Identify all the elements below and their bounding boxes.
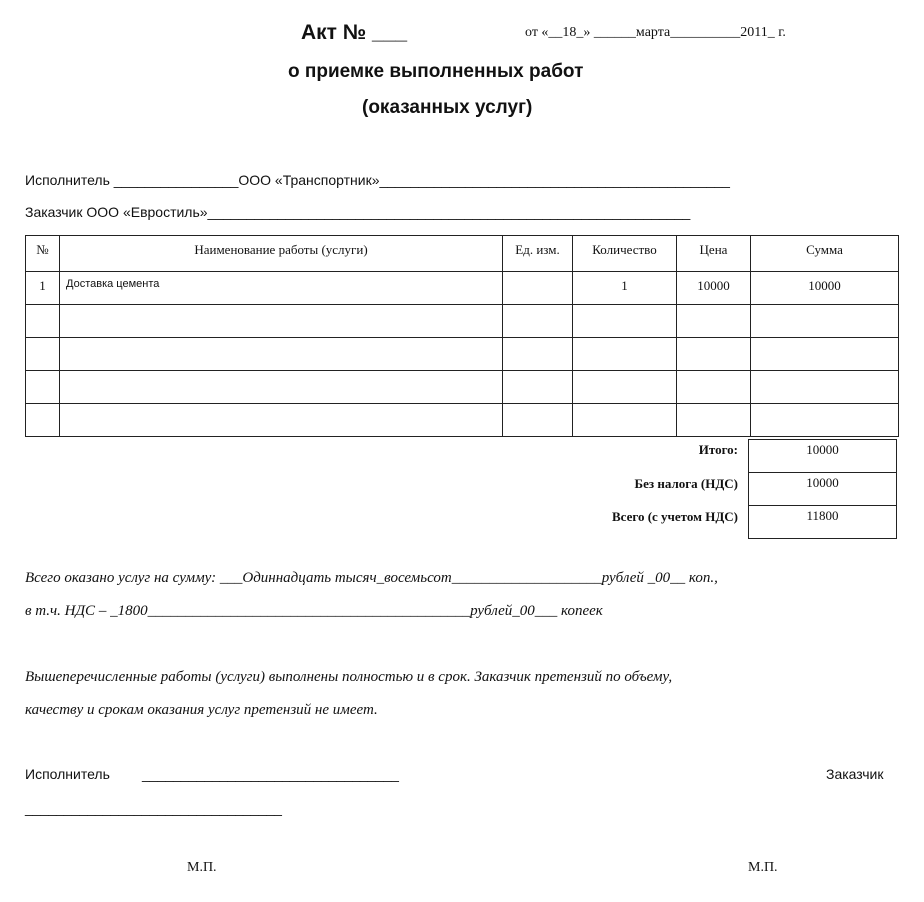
table-cell xyxy=(751,404,899,437)
table-cell xyxy=(573,338,677,371)
statement-line-2: качеству и срокам оказания услуг претензий не имеет. xyxy=(25,702,378,718)
header-cell: Цена xyxy=(677,236,751,272)
table-cell xyxy=(60,338,503,371)
summary-vat-line: в т.ч. НДС – _1800___________________________________________рублей_00___ копеек xyxy=(25,603,603,619)
table-cell xyxy=(573,305,677,338)
table-cell xyxy=(573,404,677,437)
table-cell xyxy=(751,371,899,404)
act-date: от «__18_» ______марта__________2011_ г. xyxy=(525,25,786,40)
table-cell xyxy=(60,371,503,404)
executor-signature-line: _________________________________ xyxy=(142,766,399,782)
table-row xyxy=(26,338,899,371)
customer-line: Заказчик ООО «Евростиль»______________________________________________________________ xyxy=(25,204,691,220)
with-vat-label: Всего (с учетом НДС) xyxy=(612,509,738,524)
table-cell xyxy=(60,305,503,338)
table-cell xyxy=(751,338,899,371)
executor-line: Исполнитель ________________ООО «Транспортник»_____________________________________________ xyxy=(25,172,730,188)
with-vat-value: 11800 xyxy=(749,506,897,539)
stamp-placeholder-right: М.П. xyxy=(748,860,778,875)
header-cell: Ед. изм. xyxy=(503,236,573,272)
table-cell: Доставка цемента xyxy=(60,272,503,305)
table-cell xyxy=(60,404,503,437)
act-subtitle: о приемке выполненных работ xyxy=(288,61,584,82)
table-cell xyxy=(503,371,573,404)
table-cell xyxy=(677,305,751,338)
no-vat-label: Без налога (НДС) xyxy=(634,476,738,491)
act-title: Акт № ___ xyxy=(301,21,408,44)
table-header-row xyxy=(26,236,899,272)
customer-signature-line: _________________________________ xyxy=(25,800,282,816)
table-cell xyxy=(26,338,60,371)
table-cell xyxy=(26,305,60,338)
stamp-placeholder-left: М.П. xyxy=(187,860,217,875)
table-cell: 10000 xyxy=(751,272,899,305)
itogo-value: 10000 xyxy=(749,440,897,473)
totals-table xyxy=(748,439,897,539)
table-cell xyxy=(503,338,573,371)
summary-total-line: Всего оказано услуг на сумму: ___Одиннадцать тысяч_восемьсот____________________рублей _00__ коп., xyxy=(25,570,718,586)
table-cell xyxy=(751,305,899,338)
header-cell: № xyxy=(26,236,60,272)
table-row xyxy=(26,371,899,404)
table-cell xyxy=(26,371,60,404)
table-row xyxy=(26,404,899,437)
table-cell: 1 xyxy=(26,272,60,305)
table-cell xyxy=(503,272,573,305)
header-cell: Наименование работы (услуги) xyxy=(60,236,503,272)
act-subtitle-2: (оказанных услуг) xyxy=(362,97,533,118)
items-table xyxy=(25,235,899,437)
table-cell xyxy=(677,371,751,404)
table-cell xyxy=(677,404,751,437)
table-cell xyxy=(503,404,573,437)
table-cell xyxy=(26,404,60,437)
table-cell: 10000 xyxy=(677,272,751,305)
table-cell xyxy=(503,305,573,338)
itogo-label: Итого: xyxy=(698,442,738,457)
customer-signature-label: Заказчик xyxy=(826,766,884,782)
header-cell: Количество xyxy=(573,236,677,272)
header-cell: Сумма xyxy=(751,236,899,272)
table-cell: 1 xyxy=(573,272,677,305)
table-cell xyxy=(573,371,677,404)
table-row xyxy=(26,272,899,305)
statement-line: Вышеперечисленные работы (услуги) выполнены полностью и в срок. Заказчик претензий по объему, xyxy=(25,669,673,685)
table-row xyxy=(26,305,899,338)
table-cell xyxy=(677,338,751,371)
no-vat-value: 10000 xyxy=(749,473,897,506)
executor-signature-label: Исполнитель xyxy=(25,766,110,782)
